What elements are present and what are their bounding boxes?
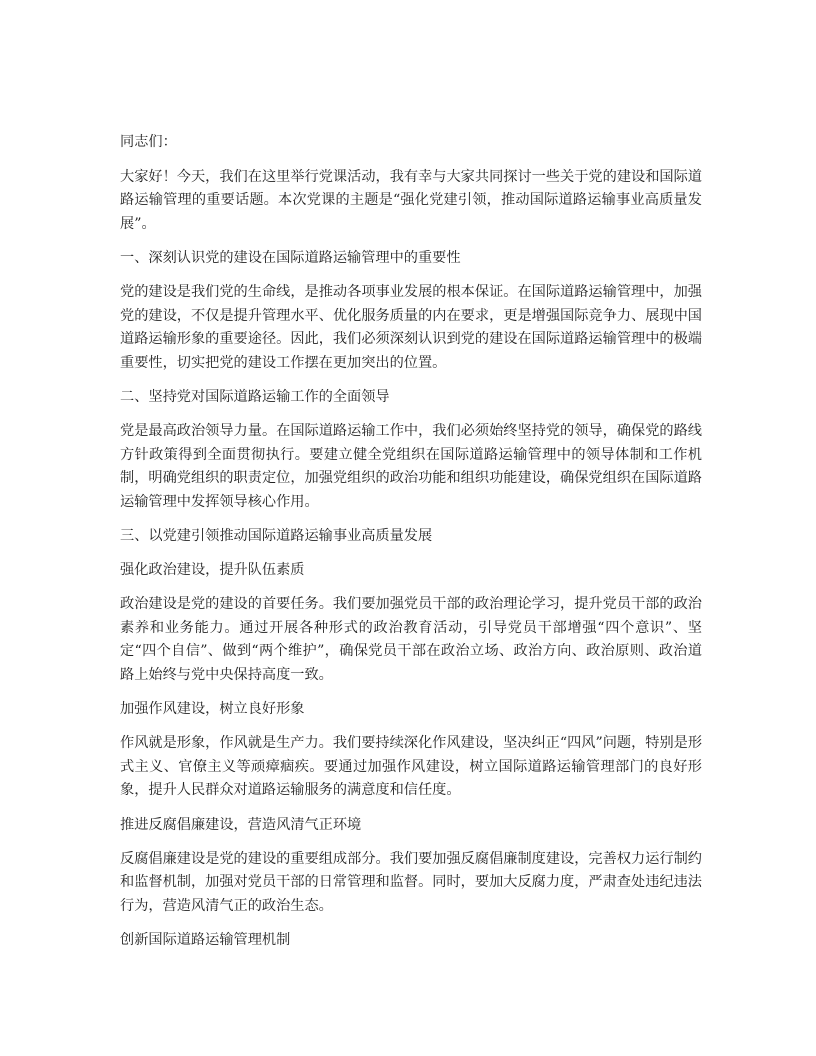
document-body — [120, 131, 702, 963]
subsection-heading-style: 加强作风建设，树立良好形象 — [120, 701, 305, 717]
section-paragraph-2: 党是最高政治领导力量。在国际道路运输工作中，我们必须始终坚持党的领导，确保党的路线方针政策得到全面贯彻执行。要建立健全党组织在国际道路运输管理中的领导体制和工作机制，明确党组织的职责定位，加强党组织的政治功能和组织功能建设，确保党组织在国际道路运输管理中发挥领导核心作用。 — [120, 423, 702, 510]
subsection-heading-innovation: 创新国际道路运输管理机制 — [120, 932, 291, 948]
subsection-paragraph-political: 政治建设是党的建设的首要任务。我们要加强党员干部的政治理论学习，提升党员干部的政治素养和业务能力。通过开展各种形式的政治教育活动，引导党员干部增强“四个意识”、坚定“四个自信”、做到“两个维护”，确保党员干部在政治立场、政治方向、政治原则、政治道路上始终与党中央保持高度一致。 — [120, 596, 702, 683]
intro-paragraph: 大家好！今天，我们在这里举行党课活动，我有幸与大家共同探讨一些关于党的建设和国际道路运输管理的重要话题。本次党课的主题是“强化党建引领，推动国际道路运输事业高质量发展”。 — [120, 168, 702, 232]
subsection-paragraph-anticorruption: 反腐倡廉建设是党的建设的重要组成部分。我们要加强反腐倡廉制度建设，完善权力运行制约和监督机制，加强对党员干部的日常管理和监督。同时，要加大反腐力度，严肃查处违纪违法行为，营造风清气正的政治生态。 — [120, 850, 702, 914]
section-paragraph-1: 党的建设是我们党的生命线，是推动各项事业发展的根本保证。在国际道路运输管理中，加强党的建设，不仅是提升管理水平、优化服务质量的内在要求，更是增强国际竞争力、展现中国道路运输形象的重要途径。因此，我们必须深刻认识到党的建设在国际道路运输管理中的极端重要性，切实把党的建设工作摆在更加突出的位置。 — [120, 284, 702, 371]
subsection-paragraph-style: 作风就是形象，作风就是生产力。我们要持续深化作风建设，坚决纠正“四风”问题，特别是形式主义、官僚主义等顽瘴痼疾。要通过加强作风建设，树立国际道路运输管理部门的良好形象，提升人民群众对道路运输服务的满意度和信任度。 — [120, 735, 703, 798]
salutation: 同志们： — [120, 134, 177, 150]
section-heading-3: 三、以党建引领推动国际道路运输事业高质量发展 — [120, 528, 433, 544]
subsection-heading-anticorruption: 推进反腐倡廉建设，营造风清气正环境 — [120, 816, 362, 833]
subsection-heading-political: 强化政治建设，提升队伍素质 — [120, 562, 305, 578]
section-heading-2: 二、坚持党对国际道路运输工作的全面领导 — [120, 389, 390, 405]
section-heading-1: 一、深刻认识党的建设在国际道路运输管理中的重要性 — [120, 250, 461, 266]
